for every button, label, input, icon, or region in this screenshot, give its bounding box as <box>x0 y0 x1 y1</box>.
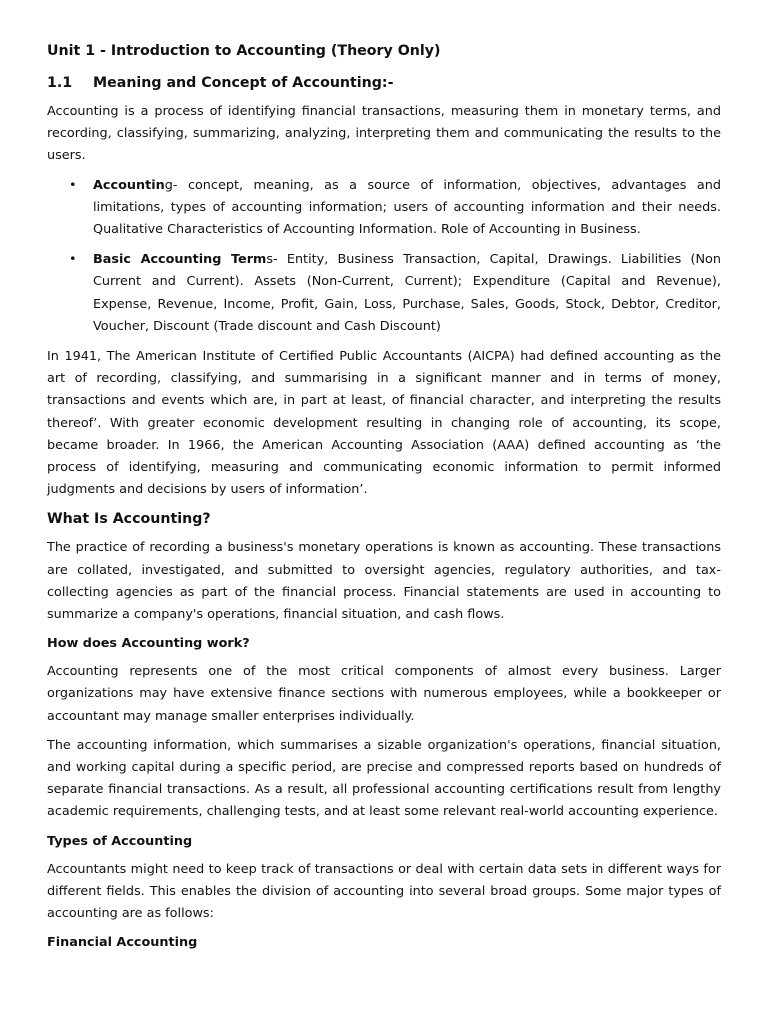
bullet-marker: • <box>69 177 77 193</box>
section-heading <box>47 72 721 94</box>
intro-paragraph: Accounting is a process of identifying financial transactions, measuring them in monetary terms, and recording, classifying, summarizing, analyzing, interpreting them and communicating the results to the users. <box>47 104 721 164</box>
document-page <box>47 40 721 960</box>
history-paragraph: In 1941, The American Institute of Certified Public Accountants (AICPA) had defined accounting as the art of recording, classifying, and summarising in a significant manner and in terms of money, transactions and events which are, in part at least, of financial character, and interpreting the results thereof’. With greater economic development resulting in changing role of accounting, its scope, became broader. In 1966, the American Accounting Association (AAA) defined accounting as ‘the process of identifying, measuring and communicating economic information to permit informed judgments and decisions by users of information’. <box>47 349 721 498</box>
bullet-description: - concept, meaning, as a source of information, objectives, advantages and limitations, types of accounting information; users of accounting information and their needs. Qualitative Characteristics of Accounting Information. Role of Accounting in Business. <box>93 177 721 238</box>
section-title: Meaning and Concept of Accounting:- <box>93 75 394 91</box>
bullet-term: Basic Accounting Term <box>93 252 267 268</box>
bullet-term-tail: s <box>266 252 274 268</box>
types-of-accounting-paragraph: Accountants might need to keep track of transactions or deal with certain data sets in different ways for different fields. This enables the division of accounting into several broad groups. Some major types of accounting are as follows: <box>47 861 721 922</box>
bullet-item-basic-terms <box>47 249 721 338</box>
what-is-accounting-heading: What Is Accounting? <box>47 511 211 528</box>
bullet-marker: • <box>69 252 77 268</box>
types-of-accounting-heading: Types of Accounting <box>47 833 193 849</box>
bullet-text <box>93 175 721 242</box>
bullet-text <box>93 249 721 338</box>
unit-title: Unit 1 - Introduction to Accounting (Theory Only) <box>47 43 441 59</box>
accounting-information-paragraph: The accounting information, which summarises a sizable organization's operations, financial situation, and working capital during a specific period, are precise and compressed reports based on hundreds of separate financial transactions. As a result, all professional accounting certifications result from lengthy academic requirements, challenging tests, and at least some relevant real-world accounting experience. <box>47 737 721 820</box>
bullet-term-tail: g <box>164 177 173 193</box>
topic-bullet-list <box>47 175 721 338</box>
how-accounting-works-paragraph: Accounting represents one of the most critical components of almost every business. Larger organizations may have extensive finance sections with numerous employees, while a bookkeeper or accountant may manage smaller enterprises individually. <box>47 664 721 724</box>
what-is-accounting-paragraph: The practice of recording a business's monetary operations is known as accounting. These transactions are collated, investigated, and submitted to oversight agencies, regulatory authorities, and tax-collecting agencies as part of the financial process. Financial statements are used in accounting to summarize a company's operations, financial situation, and cash flows. <box>47 540 721 623</box>
bullet-description: - Entity, Business Transaction, Capital, Drawings. Liabilities (Non Current and Current). Assets (Non-Current, Current); Expenditure (Capital and Revenue), Expense, Revenue, Income, Profit, Gain, Loss, Purchase, Sales, Goods, Stock, Debtor, Creditor, Voucher, Discount (Trade discount and Cash Discount) <box>93 252 722 334</box>
bullet-item-accounting <box>47 175 721 242</box>
section-number: 1.1 <box>47 75 73 91</box>
bullet-term: Accountin <box>93 177 165 193</box>
financial-accounting-heading: Financial Accounting <box>47 935 198 951</box>
how-accounting-works-heading: How does Accounting work? <box>47 636 250 652</box>
